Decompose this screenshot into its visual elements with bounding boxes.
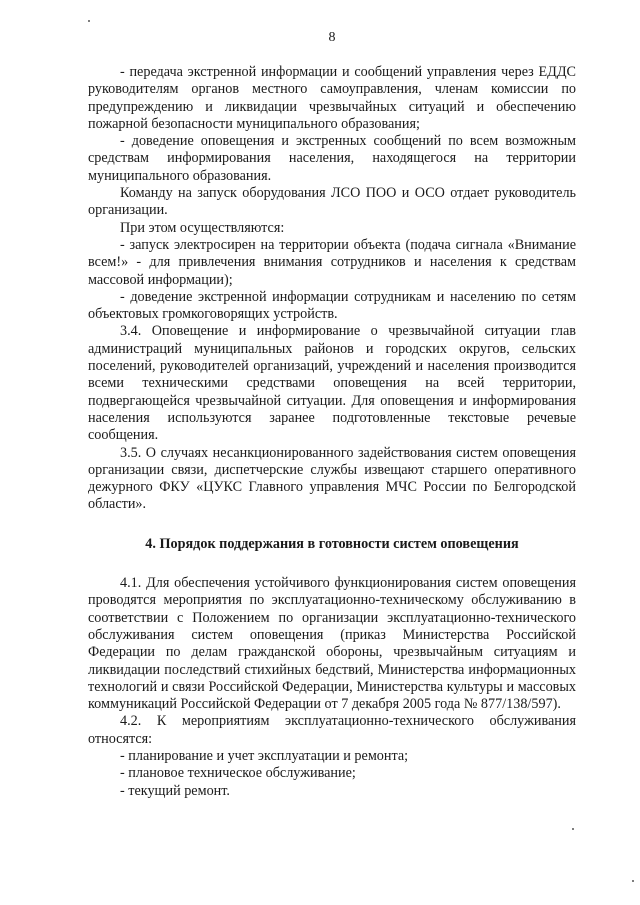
page-number: 8 (328, 30, 336, 45)
paragraph: - доведение экстренной информации сотрудникам и населению по сетям объектовых громкоговорящих устройств. (88, 288, 576, 323)
list-item: - текущий ремонт. (120, 782, 230, 799)
document-body (88, 64, 576, 800)
paragraph: - доведение оповещения и экстренных сообщений по всем возможным средствам информирования населения, находящегося на территории муниципального образования. (88, 133, 576, 184)
section-heading: 4. Порядок поддержания в готовности систем оповещения (145, 535, 519, 552)
paragraph: 3.4. Оповещение и информирование о чрезвычайной ситуации глав администраций муниципальных районов и городских округов, сельских поселений, руководителей организаций, учреждений и населения производится всеми техническими средствами оповещения на всей территории, подвергающейся чрезвычайной ситуации. Для оповещения и информирования населения используются заранее подготовленные текстовые речевые сообщения. (88, 323, 576, 444)
paragraph: - запуск электросирен на территории объекта (подача сигнала «Внимание всем!» - для привлечения внимания сотрудников и населения к средствам массовой информации); (88, 236, 576, 288)
scan-speck (572, 828, 574, 830)
list-item: - планирование и учет эксплуатации и ремонта; (120, 747, 409, 764)
list-item: - плановое техническое обслуживание; (120, 765, 356, 782)
paragraph: При этом осуществляются: (120, 219, 285, 236)
paragraph: Команду на запуск оборудования ЛСО ПОО и ОСО отдает руководитель организации. (88, 185, 576, 219)
paragraph: 4.1. Для обеспечения устойчивого функционирования систем оповещения проводятся мероприятия по эксплуатационно-техническому обслуживанию в соответствии с Положением по организации эксплуатационно-технического обслуживания систем оповещения (приказ Министерства Российской Федерации по делам гражданской обороны, чрезвычайным ситуациям и ликвидации последствий стихийных бедствий, Министерства информационных технологий и связи Российской Федерации, Министерства культуры и массовых коммуникаций Российской Федерации от 7 декабря 2005 года № 877/138/597). (88, 575, 576, 713)
paragraph: 3.5. О случаях несанкционированного задействования систем оповещения организации связи, диспетчерские службы извещают старшего оперативного дежурного ФКУ «ЦУКС Главного управления МЧС России по Белгородской области». (88, 444, 576, 513)
paragraph: - передача экстренной информации и сообщений управления через ЕДДС руководителям органов местного самоуправления, членам комиссии по предупреждению и ликвидации чрезвычайных ситуаций и обеспечению пожарной безопасности муниципального образования; (88, 64, 576, 132)
scan-speck (88, 20, 90, 22)
scan-speck (632, 880, 634, 882)
paragraph: 4.2. К мероприятиям эксплуатационно-технического обслуживания относятся: (88, 713, 576, 747)
